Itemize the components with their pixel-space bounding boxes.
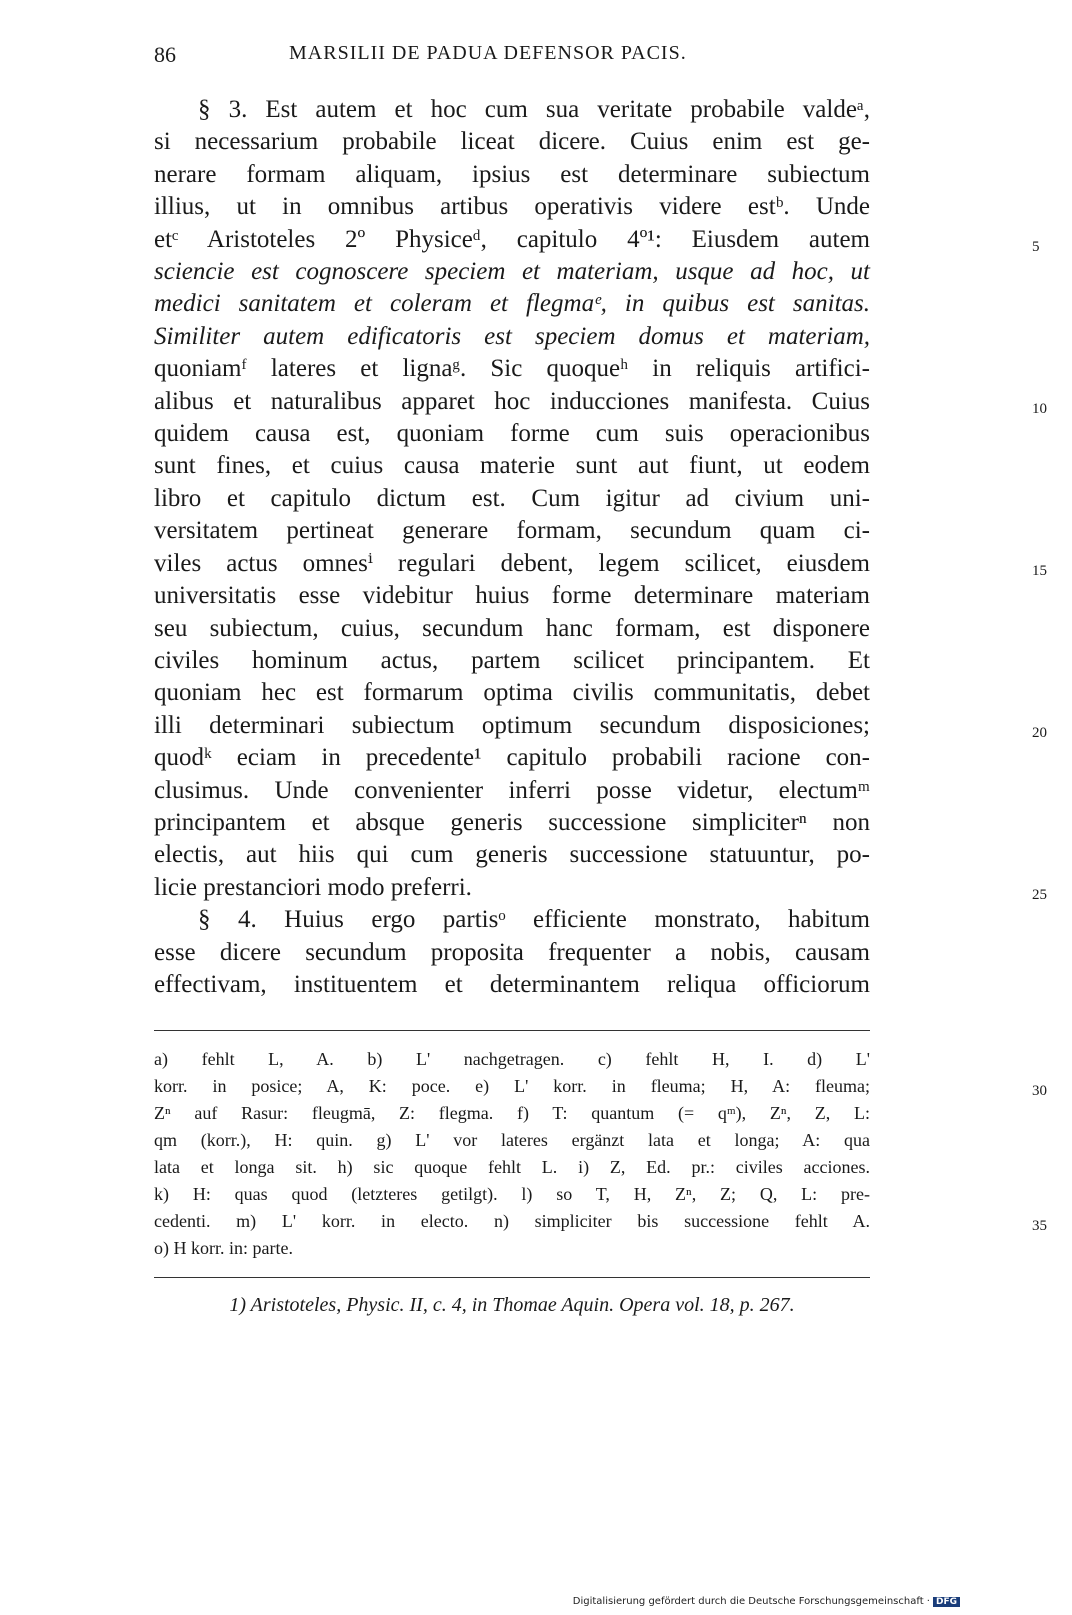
apparatus-line: Zⁿ auf Rasur: fleugmā, Z: flegma. f) T: quantum (= qᵐ), Zⁿ, Z, L: <box>154 1103 870 1123</box>
apparatus-line: korr. in posice; A, K: poce. e) L' korr. in fleuma; H, A: fleuma; <box>154 1076 870 1096</box>
text-line: medici sanitatem et coleram et flegmaᵉ, in quibus est sanitas. <box>154 290 870 318</box>
text-line: principantem et absque generis successione simpliciterⁿ non <box>154 808 870 836</box>
line-number: 10 <box>1032 401 1047 417</box>
source-rule <box>154 1277 870 1278</box>
text-line: versitatem pertineat generare formam, secundum quam ci- <box>154 517 870 545</box>
text-line: libro et capitulo dictum est. Cum igitur ad civium uni- <box>154 484 870 512</box>
source-footnote <box>154 1294 870 1317</box>
text-line: illi determinari subiectum optimum secundum disposiciones; <box>154 711 870 739</box>
apparatus-rule <box>154 1030 870 1031</box>
text-line: universitatis esse videbitur huius forme determinare materiam <box>154 582 870 610</box>
apparatus-line: o) H korr. in: parte. <box>154 1238 293 1258</box>
line-number: 5 <box>1032 239 1040 255</box>
text-line: § 4. Huius ergo partisᵒ efficiente monstrato, habitum <box>198 906 870 934</box>
apparatus-line: qm (korr.), H: quin. g) L' vor lateres ergänzt lata et longa; A: qua <box>154 1130 870 1150</box>
text-line: illius, ut in omnibus artibus operativis videre estᵇ. Unde <box>154 193 870 221</box>
source-footnote-text: 1) Aristoteles, Physic. II, c. 4, in Thomae Aquin. Opera vol. 18, p. 267. <box>229 1294 795 1316</box>
text-line: quidem causa est, quoniam forme cum suis operacionibus <box>154 420 870 448</box>
line-number: 35 <box>1032 1218 1047 1234</box>
text-line: Similiter autem edificatoris est speciem domus et materiam, <box>154 322 870 350</box>
digitization-credit <box>573 1596 960 1607</box>
line-number: 15 <box>1032 563 1047 579</box>
text-line: esse dicere secundum proposita frequenter a nobis, causam <box>154 938 870 966</box>
text-line: seu subiectum, cuius, secundum hanc formam, est disponere <box>154 614 870 642</box>
line-number: 30 <box>1032 1083 1047 1099</box>
line-number: 25 <box>1032 887 1047 903</box>
text-line: nerare formam aliquam, ipsius est determinare subiectum <box>154 160 870 188</box>
apparatus-line: cedenti. m) L' korr. in electo. n) simpliciter bis successione fehlt A. <box>154 1211 870 1231</box>
text-line: electis, aut hiis qui cum generis successione statuuntur, po- <box>154 841 870 869</box>
text-line: quodᵏ eciam in precedente¹ capitulo probabili racione con- <box>154 744 870 772</box>
text-line: etᶜ Aristoteles 2º Physiceᵈ, capitulo 4º¹: Eiusdem autem <box>154 225 870 253</box>
apparatus-line: k) H: quas quod (letzteres getilgt). l) so T, H, Zⁿ, Z; Q, L: pre- <box>154 1184 870 1204</box>
text-line: quoniam hec est formarum optima civilis communitatis, debet <box>154 679 870 707</box>
text-line: quoniamᶠ lateres et lignaᵍ. Sic quoqueʰ in reliquis artifici- <box>154 355 870 383</box>
page-header <box>154 42 870 78</box>
page-number: 86 <box>154 42 176 67</box>
text-line: viles actus omnesⁱ regulari debent, legem scilicet, eiusdem <box>154 549 870 577</box>
line-number: 20 <box>1032 725 1047 741</box>
apparatus-line: lata et longa sit. h) sic quoque fehlt L. i) Z, Ed. pr.: civiles acciones. <box>154 1157 870 1177</box>
dfg-logo: DFG <box>933 1597 960 1607</box>
apparatus-line: a) fehlt L, A. b) L' nachgetragen. c) fehlt H, I. d) L' <box>154 1049 870 1069</box>
credit-text: Digitalisierung gefördert durch die Deutsche Forschungsgemeinschaft · <box>572 1596 930 1607</box>
text-line: effectivam, instituentem et determinantem reliqua officiorum <box>154 970 870 998</box>
main-text <box>154 94 1047 1001</box>
critical-apparatus <box>154 1046 1047 1262</box>
running-title: MARSILII DE PADUA DEFENSOR PACIS. <box>289 42 687 64</box>
text-line: clusimus. Unde convenienter inferri posse videtur, electumᵐ <box>154 776 870 804</box>
text-line: si necessarium probabile liceat dicere. Cuius enim est ge- <box>154 128 870 156</box>
text-line: § 3. Est autem et hoc cum sua veritate probabile valdeᵃ, <box>198 96 870 123</box>
text-line: sunt fines, et cuius causa materie sunt aut fiunt, ut eodem <box>154 452 870 480</box>
text-line: alibus et naturalibus apparet hoc inducciones manifesta. Cuius <box>154 387 870 415</box>
text-line: civiles hominum actus, partem scilicet principantem. Et <box>154 646 870 674</box>
text-line: sciencie est cognoscere speciem et materiam, usque ad hoc, ut <box>154 258 870 286</box>
text-line: licie prestanciori modo preferri. <box>154 873 472 901</box>
